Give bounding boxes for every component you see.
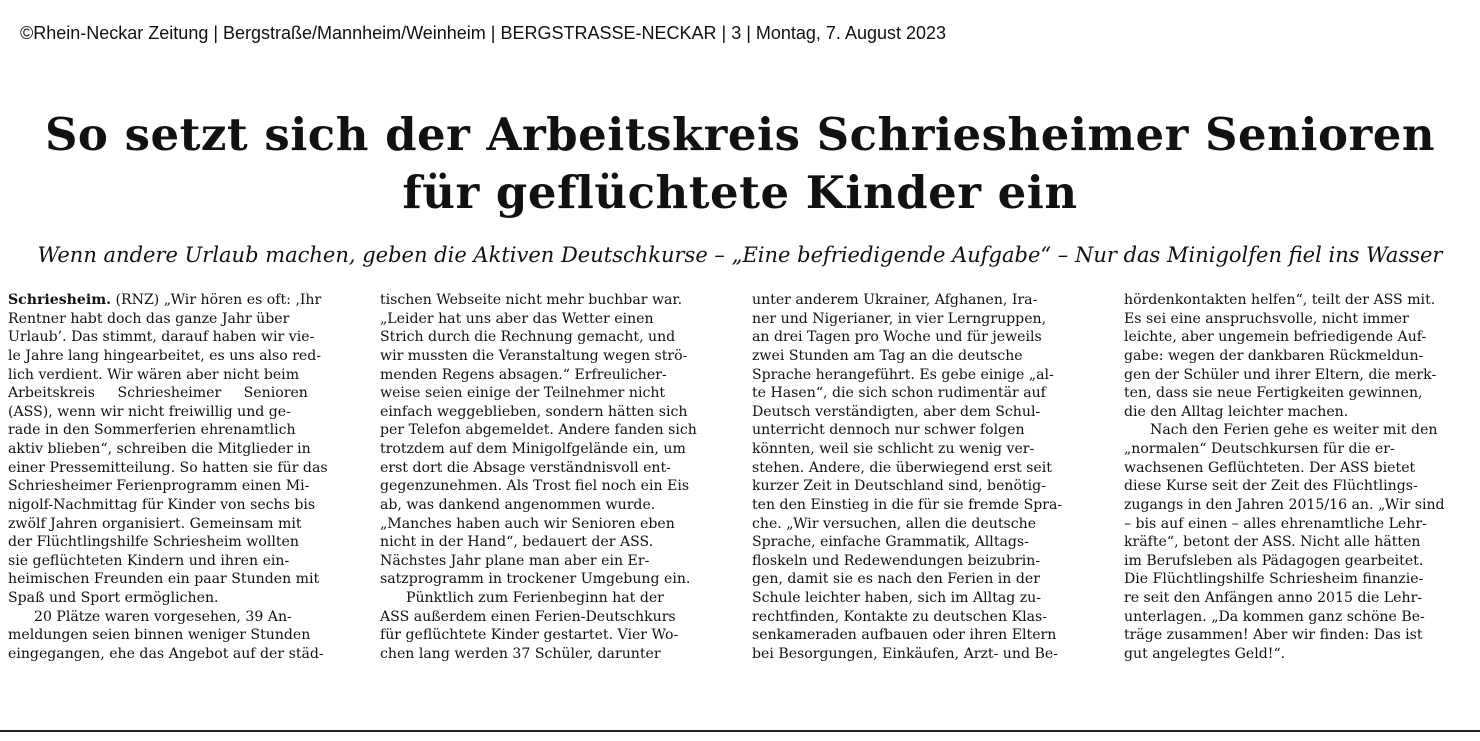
text-line: die den Alltag leichter machen. [1124, 403, 1349, 420]
text-line: heimischen Freunden ein paar Stunden mit [8, 571, 320, 588]
text-line: tischen Webseite nicht mehr buchbar war. [380, 292, 683, 308]
text-line: ner und Nigerianer, in vier Lerngruppen, [752, 310, 1047, 327]
text-line: ab, was dankend angenommen wurde. [380, 496, 656, 513]
text-line: gen, damit sie es nach den Ferien in der [752, 571, 1040, 588]
text-line: Arbeitskreis Schriesheimer Senioren [8, 385, 308, 402]
text-line: gen der Schüler und ihrer Eltern, die merk- [1124, 366, 1437, 383]
text-line: per Telefon abgemeldet. Andere fanden sich [380, 422, 697, 439]
text-line: wachsenen Geflüchteten. Der ASS bietet [1124, 459, 1416, 476]
text-line: re seit den Anfängen anno 2015 die Lehr- [1124, 590, 1423, 606]
headline-line-1: So setzt sich der Arbeitskreis Schriesheimer Senioren [44, 108, 1436, 161]
text-line: rade in den Sommerferien ehrenamtlich [8, 422, 296, 439]
text-line: träge zusammen! Aber wir finden: Das ist [1124, 627, 1423, 644]
text-line: kurzer Zeit in Deutschland sind, benötig- [752, 478, 1046, 495]
text-line: che. „Wir versuchen, allen die deutsche [752, 515, 1037, 532]
headline [0, 106, 1480, 222]
subheadline: Wenn andere Urlaub machen, geben die Aktiven Deutschkurse – „Eine befriedigende Aufgabe“ – Nur das Minigolfen fiel ins Wasser [37, 243, 1443, 267]
text-line: Pünktlich zum Ferienbeginn hat der [406, 590, 664, 606]
dateline: Schriesheim. [8, 292, 112, 308]
text-line: eingegangen, ehe das Angebot auf der städ- [8, 645, 324, 662]
text-line: sie geflüchteten Kindern und ihren ein- [8, 552, 290, 569]
text-line: bei Besorgungen, Einkäufen, Arzt- und Be- [752, 645, 1058, 662]
text-line: menden Regens absagen.“ Erfreulicher- [380, 366, 667, 383]
text-line: Schule leichter haben, sich im Alltag zu- [752, 590, 1042, 606]
text-line: Urlaub’. Das stimmt, darauf haben wir vie- [8, 329, 315, 346]
text-line: Nächstes Jahr plane man aber ein Er- [380, 552, 650, 569]
text-line: „Leider hat uns aber das Wetter einen [380, 310, 654, 327]
text-line: zwölf Jahren organisiert. Gemeinsam mit [8, 515, 302, 532]
text-line: der Flüchtlingshilfe Schriesheim wollten [8, 534, 299, 551]
text-line: Sprache, einfache Grammatik, Alltags- [752, 534, 1029, 551]
text-line: unterricht dennoch nur schwer folgen [752, 422, 1025, 439]
article-column-4 [1124, 291, 1472, 664]
text-line: hördenkontakten helfen“, teilt der ASS mit. [1124, 292, 1436, 308]
text-line: „normalen“ Deutschkursen für die er- [1124, 441, 1395, 457]
text-line: lich verdient. Wir wären aber nicht beim [8, 366, 300, 383]
text-line: an drei Tagen pro Woche und für jeweils [752, 329, 1042, 346]
article-column-1 [8, 291, 356, 664]
text-line: Spaß und Sport ermöglichen. [8, 590, 219, 606]
text-line: satzprogramm in trockener Umgebung ein. [380, 571, 691, 588]
text-line: diese Kurse seit der Zeit des Flüchtlings- [1124, 478, 1418, 495]
text-line: leichte, aber ungemein befriedigende Auf- [1124, 329, 1427, 346]
text-line: – bis auf einen – alles ehrenamtliche Lehr- [1124, 515, 1427, 532]
text-line: 20 Plätze waren vorgesehen, 39 An- [34, 608, 292, 625]
text-line: weise seien einige der Teilnehmer nicht [380, 385, 666, 402]
text-line: könnten, weil sie schlicht zu wenig ver- [752, 441, 1035, 457]
text-line: rechtfinden, Kontakte zu deutschen Klas- [752, 608, 1048, 625]
text-line: unter anderem Ukrainer, Afghanen, Ira- [752, 292, 1038, 308]
text-line: wir mussten die Veranstaltung wegen strö- [380, 347, 688, 364]
text-line: aktiv blieben“, schreiben die Mitglieder in [8, 441, 311, 457]
text-line: le Jahre lang hingearbeitet, es uns also red- [8, 347, 322, 364]
text-line: chen lang werden 37 Schüler, darunter [380, 645, 661, 662]
text-line [8, 291, 356, 310]
text-line: gegenzunehmen. Als Trost fiel noch ein Eis [380, 478, 690, 495]
article-column-2 [380, 291, 728, 664]
text-line: Deutsch verständigten, aber dem Schul- [752, 403, 1041, 420]
text-line: erst dort die Absage verständnisvoll ent- [380, 459, 671, 476]
text-line: unterlagen. „Da kommen ganz schöne Be- [1124, 608, 1425, 625]
text-line: zugangs in den Jahren 2015/16 an. „Wir sind [1124, 496, 1445, 513]
text-line: stehen. Andere, die überwiegend erst seit [752, 459, 1052, 476]
text-line: nicht in der Hand“, bedauert der ASS. [380, 534, 654, 551]
text-line: te Hasen“, die sich schon rudimentär auf [752, 385, 1046, 402]
text-line: Schriesheimer Ferienprogramm einen Mi- [8, 478, 310, 495]
text-line: Sprache herangeführt. Es gebe einige „al- [752, 366, 1054, 383]
text-line: trotzdem auf dem Minigolfgelände ein, um [380, 441, 686, 457]
source-line: ©Rhein-Neckar Zeitung | Bergstraße/Mannheim/Weinheim | BERGSTRASSE-NECKAR | 3 | Montag, 7. August 2023 [20, 23, 947, 43]
text-line: ASS außerdem einen Ferien-Deutschkurs [380, 608, 676, 625]
text-line: einfach weggeblieben, sondern hätten sich [380, 403, 688, 420]
text-line: Strich durch die Rechnung gemacht, und [380, 329, 676, 346]
text-line: kräfte“, betont der ASS. Nicht alle hätten [1124, 534, 1421, 551]
text-line: zwei Stunden am Tag an die deutsche [752, 347, 1023, 364]
text-line: senkameraden aufbauen oder ihren Eltern [752, 627, 1057, 644]
text-line: gabe: wegen der dankbaren Rückmeldun- [1124, 347, 1424, 364]
article-column-3 [752, 291, 1100, 664]
text-line: nigolf-Nachmittag für Kinder von sechs bis [8, 496, 316, 513]
text-line: Es sei eine anspruchsvolle, nicht immer [1124, 310, 1409, 327]
text-line: für geflüchtete Kinder gestartet. Vier Wo- [380, 627, 679, 644]
headline-line-2: für geflüchtete Kinder ein [402, 166, 1078, 219]
text-line: floskeln und Redewendungen beizubrin- [752, 552, 1041, 569]
text-line: im Berufsleben als Pädagogen gearbeitet. [1124, 552, 1424, 569]
text-line: meldungen seien binnen weniger Stunden [8, 627, 311, 644]
text-line: Nach den Ferien gehe es weiter mit den [1150, 422, 1438, 439]
text-line: (ASS), wenn wir nicht freiwillig und ge- [8, 403, 291, 420]
text-line: gut angelegtes Geld!“. [1124, 645, 1286, 662]
text-line: ten, dass sie neue Fertigkeiten gewinnen, [1124, 385, 1423, 402]
text-line: Die Flüchtlingshilfe Schriesheim finanzie- [1124, 571, 1424, 588]
text-line: ten den Einstieg in die für sie fremde Spra- [752, 496, 1063, 513]
text-line: „Manches haben auch wir Senioren eben [380, 515, 675, 532]
bottom-rule [0, 730, 1480, 732]
text-line: Rentner habt doch das ganze Jahr über [8, 310, 290, 327]
text-line-rest: (RNZ) „Wir hören es oft: ‚Ihr [111, 292, 322, 308]
text-line: einer Pressemitteilung. So hatten sie für das [8, 459, 328, 476]
